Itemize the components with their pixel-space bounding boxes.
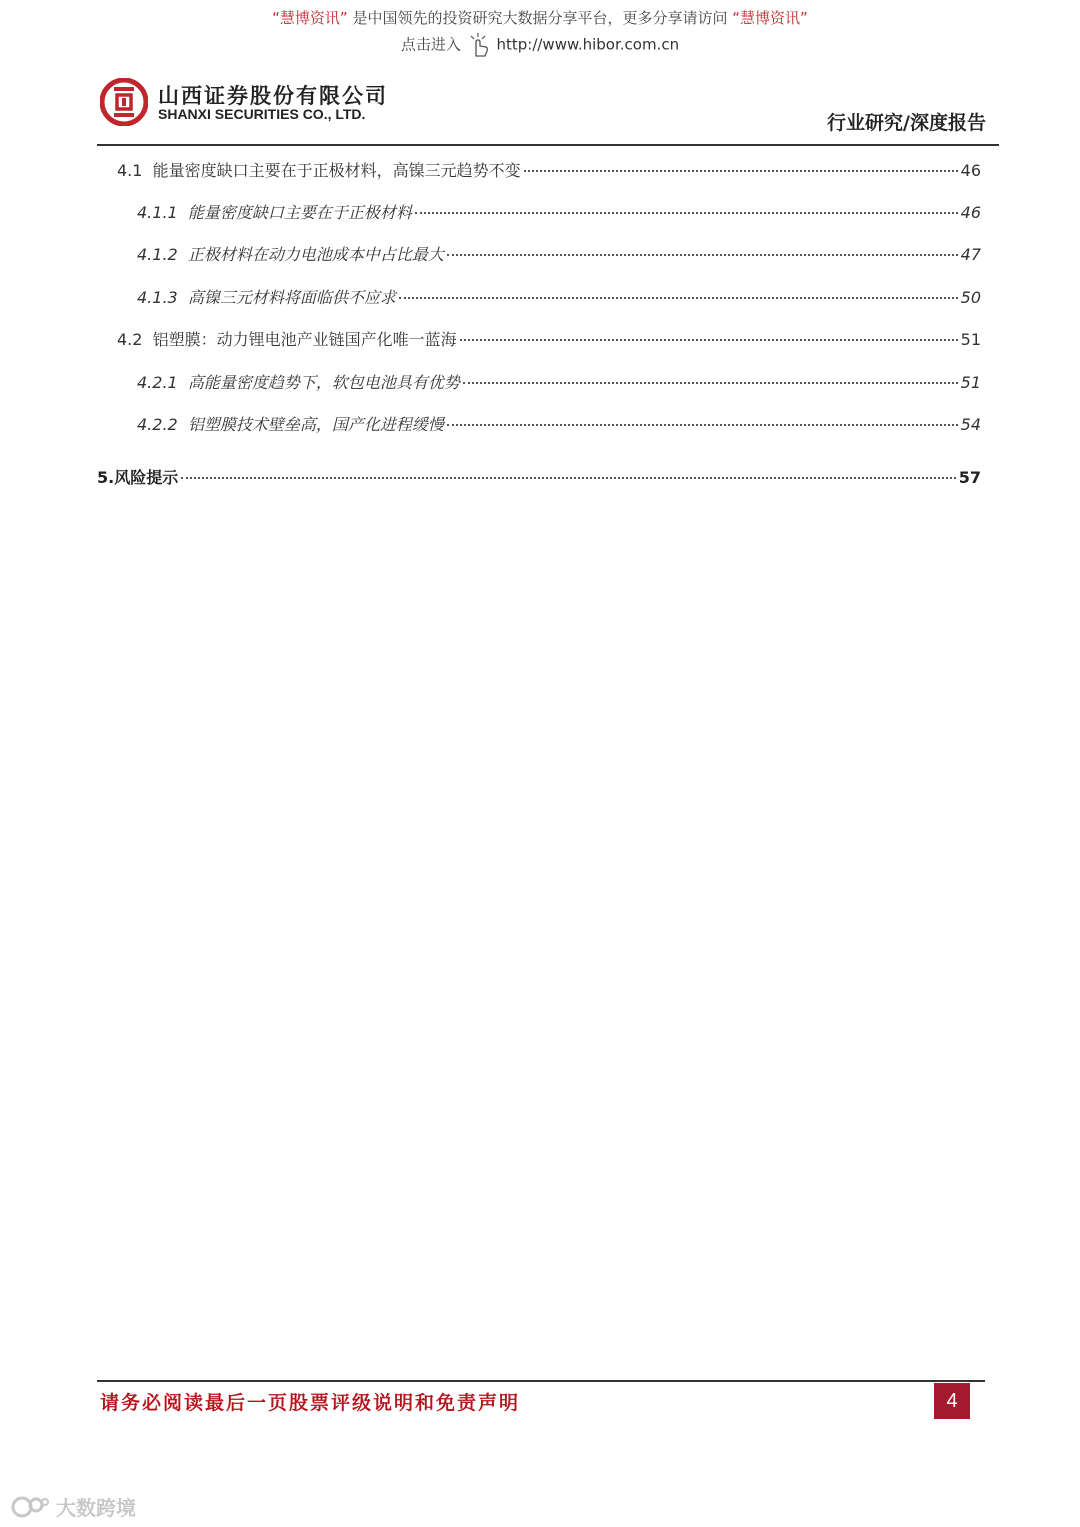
toc-title: 风险提示 (114, 468, 179, 487)
toc-leader (399, 297, 958, 299)
report-type: 行业研究/深度报告 (827, 112, 986, 134)
watermark-text: 大数跨境 (56, 1496, 136, 1520)
toc-entry[interactable] (117, 158, 981, 181)
toc-title: 高能量密度趋势下，软包电池具有优势 (187, 373, 460, 392)
watermark (10, 1492, 136, 1521)
toc-entry[interactable] (137, 412, 981, 435)
banner-text: 是中国领先的投资研究大数据分享平台，更多分享请访问 (352, 9, 728, 27)
toc-leader (463, 382, 958, 384)
toc-page: 51 (960, 330, 981, 349)
toc-page: 57 (958, 468, 981, 487)
toc-number: 5. (97, 468, 115, 487)
toc-entry[interactable] (117, 327, 981, 350)
toc-title: 铝塑膜：动力锂电池产业链国产化唯一蓝海 (152, 330, 457, 349)
toc-page: 47 (960, 245, 981, 264)
toc-page: 51 (960, 373, 981, 392)
toc-leader (524, 170, 958, 172)
top-banner-line1 (0, 7, 1080, 28)
header-divider (97, 144, 999, 146)
toc-number: 4.1.2 (137, 245, 188, 264)
hibor-link[interactable]: http://www.hibor.com.cn (496, 35, 680, 54)
toc-leader (447, 424, 958, 426)
toc-page: 46 (960, 203, 981, 222)
toc-number: 4.1 (117, 161, 153, 180)
toc-entry[interactable] (137, 370, 981, 393)
toc-page: 46 (960, 161, 981, 180)
logo-emblem-icon (100, 78, 148, 126)
toc-title: 能量密度缺口主要在于正极材料，高镍三元趋势不变 (152, 161, 521, 180)
toc-entry[interactable] (97, 465, 981, 488)
toc-entry[interactable] (137, 242, 981, 265)
top-banner-line2 (0, 32, 1080, 58)
toc-title: 高镍三元材料将面临供不应求 (187, 288, 396, 307)
toc-number: 4.2 (117, 330, 153, 349)
toc-title: 铝塑膜技术壁垒高，国产化进程缓慢 (187, 415, 444, 434)
pointing-hand-icon (466, 32, 492, 58)
toc-number: 4.1.3 (137, 288, 188, 307)
banner-click-text: 点击进入 (400, 35, 461, 54)
banner-brand-2: “慧博资讯” (732, 9, 808, 27)
footer-divider (97, 1380, 985, 1382)
toc-leader (181, 477, 956, 479)
toc-number: 4.2.2 (137, 415, 188, 434)
toc-number: 4.2.1 (137, 373, 188, 392)
toc-leader (460, 339, 958, 341)
toc-leader (447, 254, 958, 256)
toc-number: 4.1.1 (137, 203, 188, 222)
toc-page: 50 (960, 288, 981, 307)
toc-page: 54 (960, 415, 981, 434)
company-name-en: SHANXI SECURITIES CO., LTD. (158, 106, 366, 122)
toc-entry[interactable] (137, 285, 981, 308)
toc-leader (415, 212, 958, 214)
footer-disclaimer: 请务必阅读最后一页股票评级说明和免责声明 (100, 1392, 521, 1414)
company-name-cn: 山西证券股份有限公司 (158, 84, 388, 108)
toc-title: 能量密度缺口主要在于正极材料 (187, 203, 412, 222)
toc-entry[interactable] (137, 200, 981, 223)
toc-title: 正极材料在动力电池成本中占比最大 (187, 245, 444, 264)
banner-brand: “慧博资讯” (272, 9, 348, 27)
page-number: 4 (934, 1383, 970, 1419)
watermark-logo-icon (10, 1495, 50, 1519)
